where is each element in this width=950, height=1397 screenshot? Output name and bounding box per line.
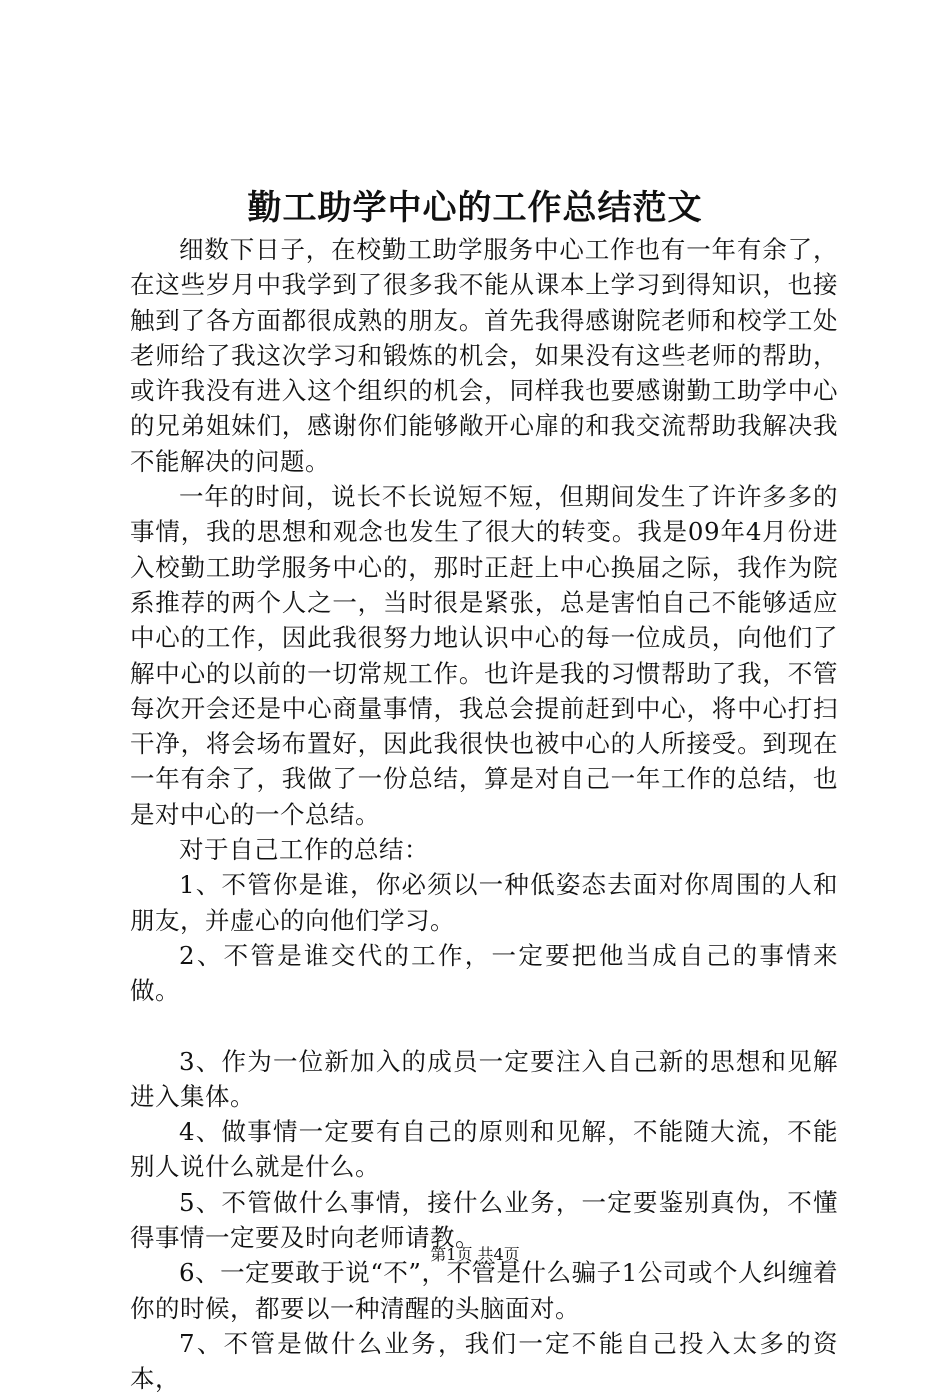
document-body	[130, 232, 838, 1397]
list-item-2: 2、不管是谁交代的工作，一定要把他当成自己的事情来做。	[130, 940, 838, 1006]
list-item-1: 1、不管你是谁，你必须以一种低姿态去面对你周围的人和朋友，并虚心的向他们学习。	[130, 870, 838, 935]
page-number-footer: 第1页 共4页	[430, 1245, 520, 1264]
list-item-3: 3、作为一位新加入的成员一定要注入自己新的思想和见解进入集体。	[130, 1046, 838, 1111]
paragraph-experience: 一年的时间，说长不长说短不短，但期间发生了许许多多的事情，我的思想和观念也发生了很大的转变。我是09年4月份进入校勤工助学服务中心的，那时正赶上中心换届之际，我作为院系推荐的两个人之一，当时很是紧张，总是害怕自己不能够适应中心的工作，因此我很努力地认识中心的每一位成员，向他们了解中心的以前的一切常规工作。也许是我的习惯帮助了我，不管每次开会还是中心商量事情，我总会提前赶到中心，将中心打扫干净，将会场布置好，因此我很快也被中心的人所接受。到现在一年有余了，我做了一份总结，算是对自己一年工作的总结，也是对中心的一个总结。	[130, 482, 838, 829]
list-item-4: 4、做事情一定要有自己的原则和见解，不能随大流，不能别人说什么就是什么。	[130, 1117, 838, 1182]
list-item-5: 5、不管做什么事情，接什么业务，一定要鉴别真伪，不懂得事情一定要及时向老师请教。	[130, 1187, 838, 1253]
list-item-6: 6、一定要敢于说“不”，不管是什么骗子1公司或个人纠缠着你的时候，都要以一种清醒的头脑面对。	[130, 1258, 838, 1323]
page-title: 勤工助学中心的工作总结范文	[247, 188, 703, 228]
paragraph-intro: 细数下日子，在校勤工助学服务中心工作也有一年有余了，在这些岁月中我学到了很多我不能从课本上学习到得知识，也接触到了各方面都很成熟的朋友。首先我得感谢院老师和校学工处老师给了我这次学习和锻炼的机会，如果没有这些老师的帮助，或许我没有进入这个组织的机会，同样我也要感谢勤工助学中心的兄弟姐妹们，感谢你们能够敞开心扉的和我交流帮助我解决我不能解决的问题。	[130, 235, 838, 476]
list-item-7: 7、不管是做什么业务，我们一定不能自己投入太多的资本，	[130, 1328, 838, 1394]
paragraph-summary-heading: 对于自己工作的总结：	[179, 835, 429, 865]
